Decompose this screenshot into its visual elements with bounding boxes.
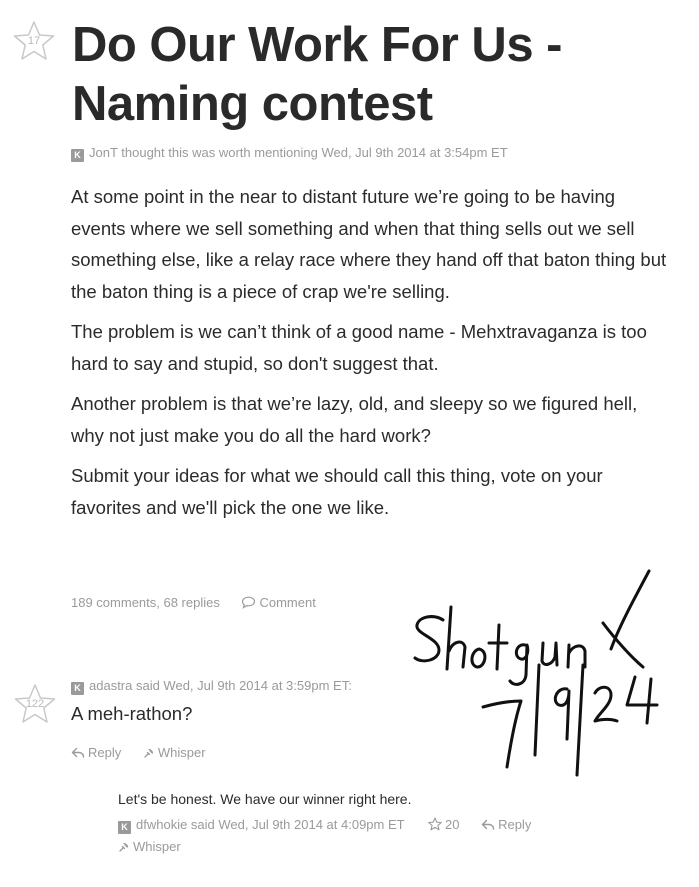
comment-button[interactable] <box>241 595 315 610</box>
reply-text: Let's be honest. We have our winner right here. <box>118 791 412 807</box>
whisper-icon <box>118 841 130 853</box>
user-badge-icon: K <box>71 682 84 695</box>
comment-label: Comment <box>259 595 316 610</box>
comment-vote-star[interactable] <box>14 683 56 725</box>
whisper-label: Whisper <box>157 745 206 760</box>
reply-button[interactable] <box>71 745 125 760</box>
whisper-button[interactable] <box>143 745 206 760</box>
reply-meta-text: dfwhokie said Wed, Jul 9th 2014 at 4:09pm ET <box>136 817 405 832</box>
reply-arrow-icon <box>71 747 85 759</box>
reply-label: Reply <box>88 745 122 760</box>
user-badge-icon: K <box>71 149 84 162</box>
post-vote-star[interactable] <box>13 20 55 62</box>
comment-meta <box>71 678 352 695</box>
post-vote-count: 17 <box>27 35 41 47</box>
page-title: Do Our Work For Us - Naming contest <box>72 18 563 131</box>
post-meta <box>71 145 508 162</box>
user-badge-icon: K <box>118 821 131 834</box>
comment-text: A meh-rathon? <box>71 703 193 724</box>
star-icon <box>428 817 442 831</box>
reply-arrow-icon <box>481 819 495 831</box>
reply-vote-button[interactable] <box>428 817 463 832</box>
post-body <box>71 181 671 532</box>
reply-button[interactable] <box>481 817 531 832</box>
handwritten-signature <box>405 565 695 785</box>
reply-vote-count: 20 <box>444 817 460 832</box>
reply-actions <box>118 839 181 854</box>
whisper-icon <box>143 747 155 759</box>
reply-meta <box>118 817 531 834</box>
comment-count-link[interactable]: 189 comments, 68 replies <box>71 595 220 610</box>
speech-bubble-icon <box>241 596 256 609</box>
whisper-button[interactable] <box>118 839 181 854</box>
reply-label: Reply <box>498 817 532 832</box>
post-paragraph: The problem is we can’t think of a good name - Mehxtravaganza is too hard to say and stupid, so don't suggest that. <box>71 321 647 374</box>
post-paragraph: Submit your ideas for what we should call this thing, vote on your favorites and we'll pick the one we like. <box>71 465 603 518</box>
post-meta-text: JonT thought this was worth mentioning Wed, Jul 9th 2014 at 3:54pm ET <box>89 145 508 160</box>
post-stats-bar <box>71 595 316 610</box>
comment-meta-text: adastra said Wed, Jul 9th 2014 at 3:59pm ET: <box>89 678 352 693</box>
post-paragraph: At some point in the near to distant future we’re going to be having events where we sell something and when that thing sells out we sell something else, like a relay race where they hand off that baton thing but the baton thing is a piece of crap we're selling. <box>71 186 667 302</box>
comment-actions <box>71 745 206 760</box>
comment-vote-count: 122 <box>25 698 45 710</box>
post-paragraph: Another problem is that we’re lazy, old, and sleepy so we figured hell, why not just make you do all the hard work? <box>71 393 638 446</box>
whisper-label: Whisper <box>133 839 181 854</box>
